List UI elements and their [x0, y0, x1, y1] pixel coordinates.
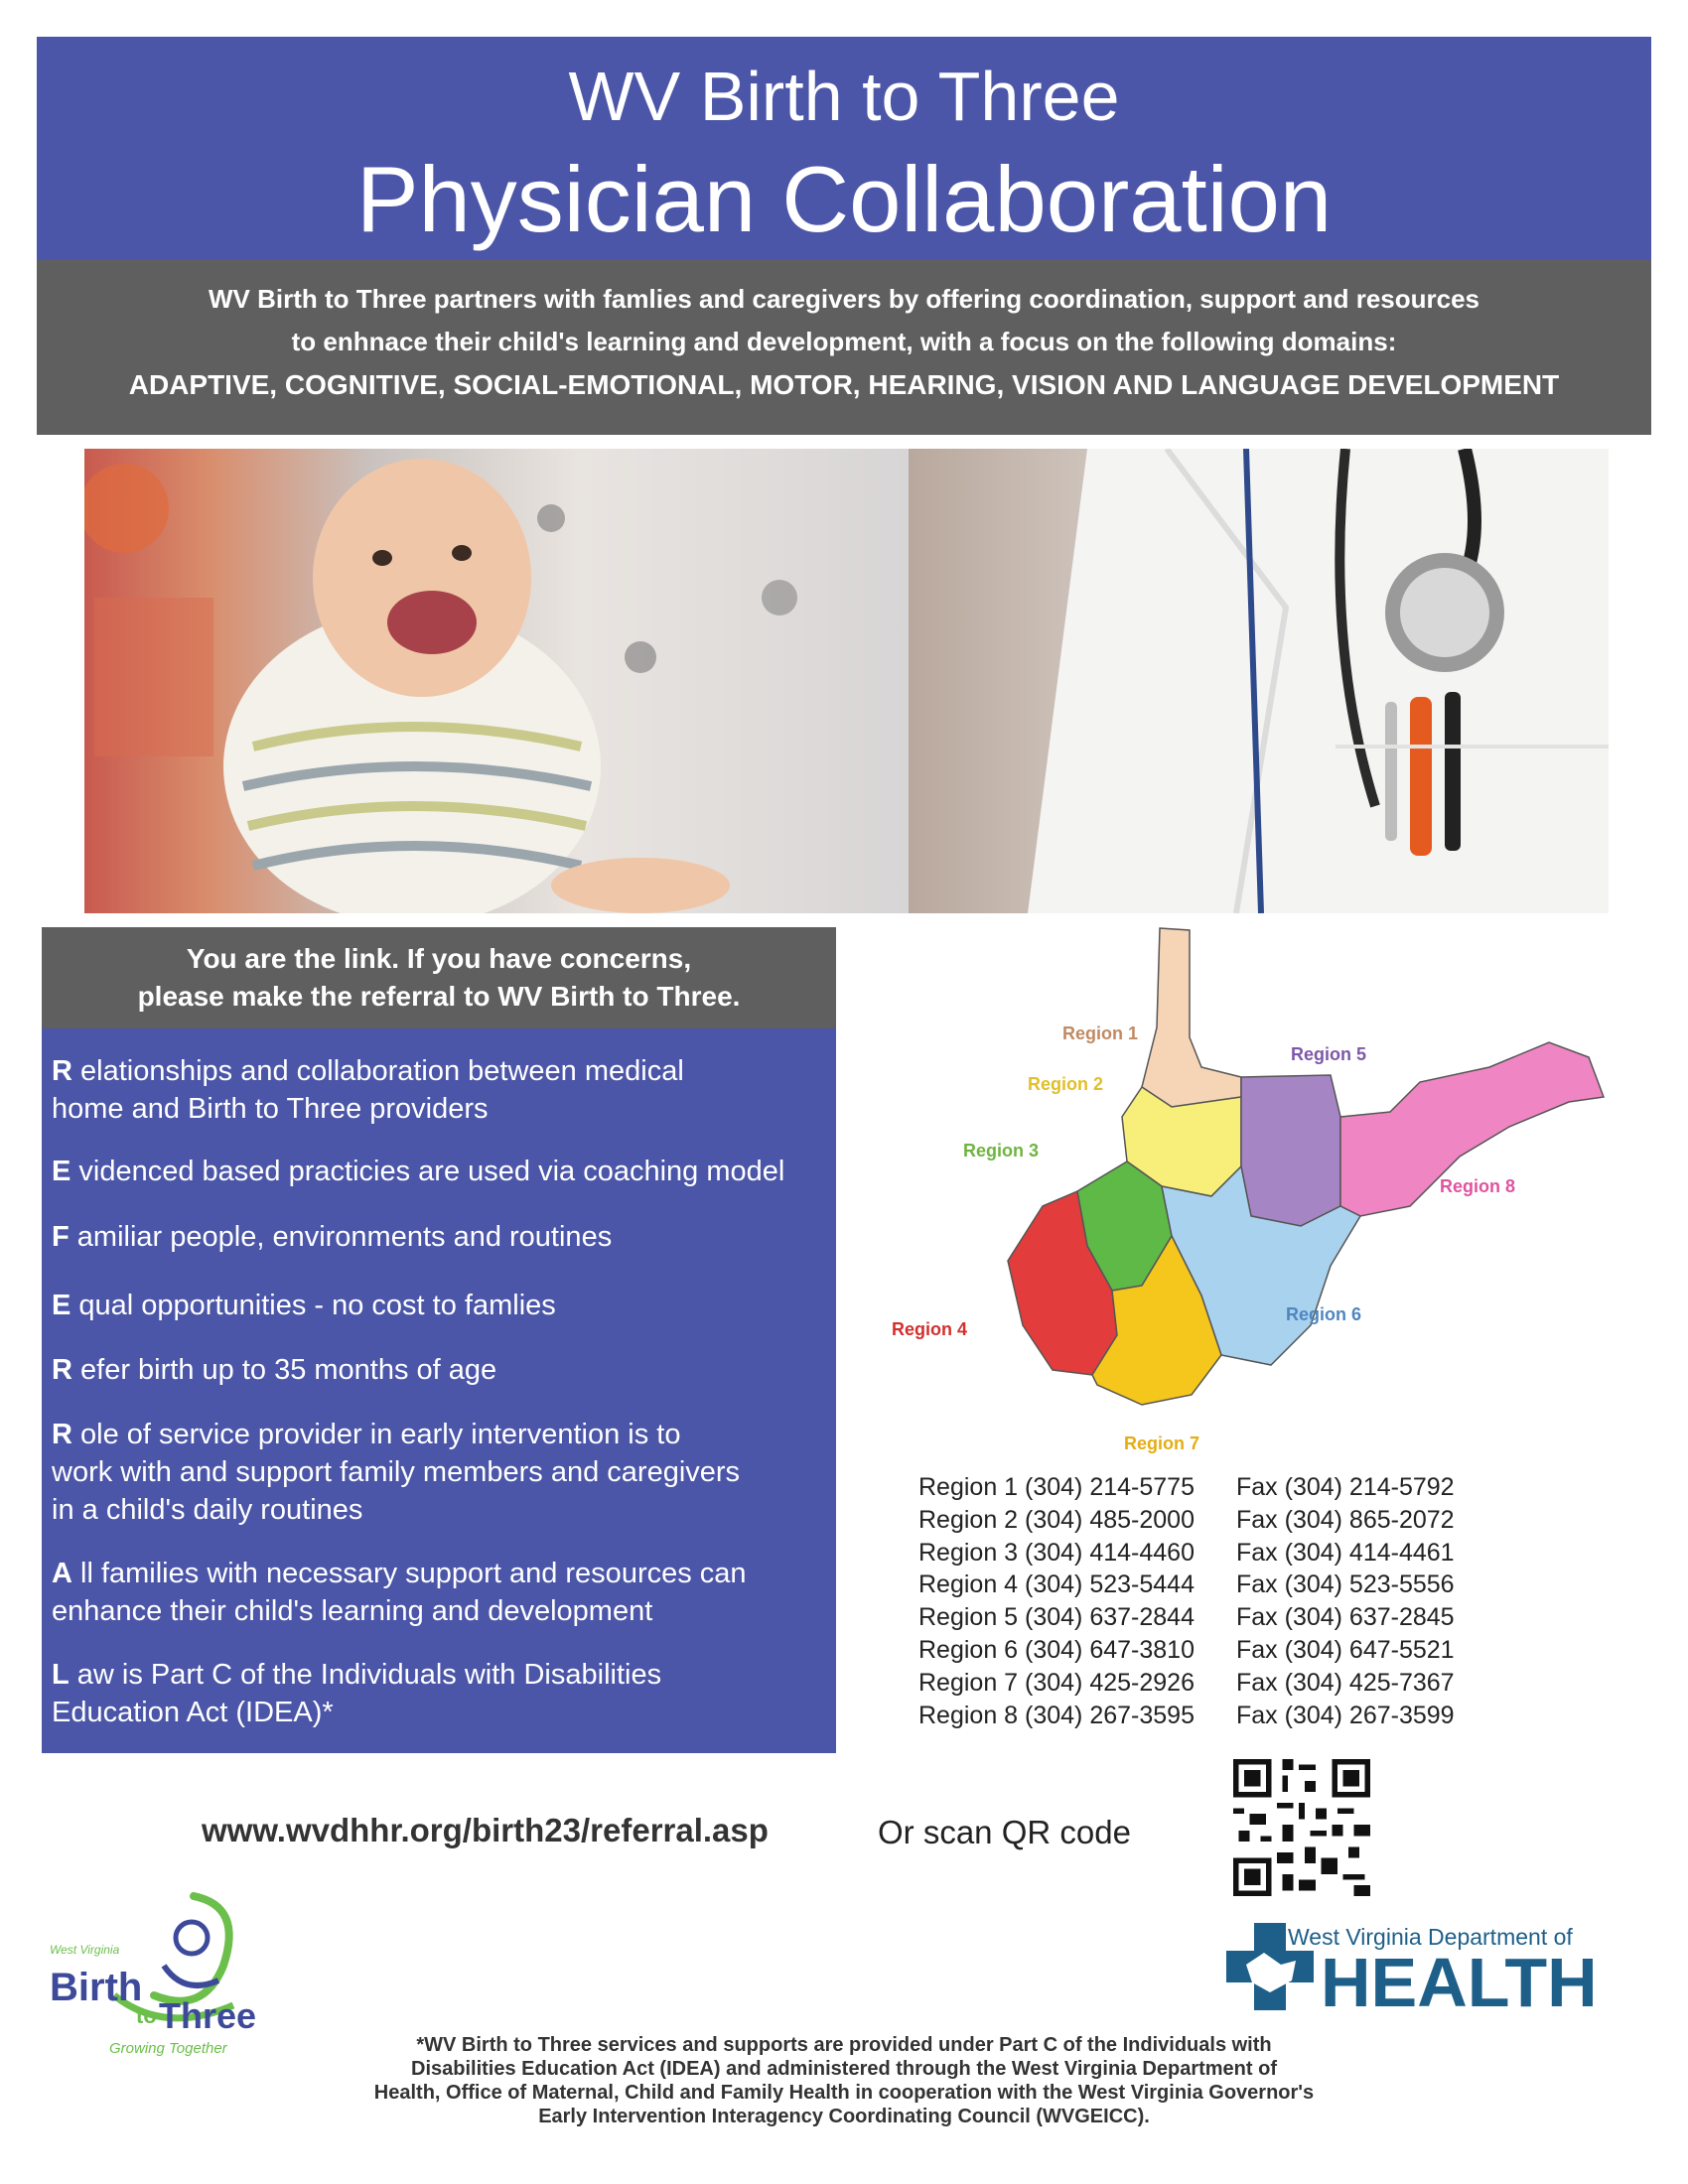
doctor-photo	[909, 449, 1609, 913]
acrostic-text: ole of service provider in early intervention is to	[80, 1419, 681, 1450]
acrostic-item	[52, 1052, 826, 1128]
map-label-region-5: Region 5	[1291, 1044, 1367, 1064]
footnote-line: *WV Birth to Three services and supports are provided under Part C of the Individuals with	[416, 2034, 1272, 2056]
acrostic-text: Education Act (IDEA)*	[52, 1697, 334, 1728]
region-fax: Fax (304) 647-5521	[1236, 1635, 1455, 1664]
map-region-5	[1241, 1075, 1340, 1226]
region-phone: Region 4 (304) 523-5444	[918, 1570, 1195, 1599]
region-fax: Fax (304) 523-5556	[1236, 1570, 1455, 1599]
b23-birth-text: Birth	[50, 1966, 143, 2009]
region-phone: Region 7 (304) 425-2926	[918, 1668, 1195, 1697]
contact-row	[918, 1634, 1494, 1667]
region-phone: Region 2 (304) 485-2000	[918, 1505, 1195, 1534]
contact-row	[918, 1601, 1494, 1634]
header-title-line1: WV Birth to Three	[568, 58, 1120, 135]
acrostic-text: efer birth up to 35 months of age	[80, 1354, 497, 1386]
acrostic-item	[52, 1153, 826, 1190]
qr-code-icon[interactable]	[1233, 1759, 1370, 1896]
acrostic-item	[52, 1218, 826, 1256]
region-phone: Region 3 (304) 414-4460	[918, 1538, 1195, 1567]
region-phone: Region 1 (304) 214-5775	[918, 1473, 1195, 1501]
acrostic-letter: E	[52, 1156, 71, 1187]
acrostic-letter: R	[52, 1354, 72, 1386]
acrostic-text: videnced based practicies are used via coaching model	[78, 1156, 785, 1187]
referral-url-link[interactable]: www.wvdhhr.org/birth23/referral.asp	[202, 1812, 769, 1848]
acrostic-text: in a child's daily routines	[52, 1494, 363, 1526]
page-header	[37, 37, 1651, 260]
link-heading-line1: You are the link. If you have concerns,	[186, 943, 692, 974]
region-phone: Region 5 (304) 637-2844	[918, 1603, 1195, 1632]
baby-photo-illustration	[84, 449, 909, 913]
intro-line2: to enhnace their child's learning and development, with a focus on the following domains:	[291, 327, 1397, 356]
b23-state-text: West Virginia	[50, 1943, 120, 1957]
map-label-region-7: Region 7	[1124, 1433, 1200, 1453]
acrostic-letter: R	[52, 1055, 72, 1087]
wv-regions-map	[874, 918, 1668, 1474]
wv-department-of-health-logo	[1226, 1923, 1614, 2022]
contact-row	[918, 1504, 1494, 1537]
map-label-region-1: Region 1	[1062, 1024, 1139, 1043]
health-word-text: HEALTH	[1321, 1944, 1598, 2021]
intro-line1: WV Birth to Three partners with famlies and caregivers by offering coordination, support and resources	[208, 284, 1480, 314]
footnote-line: Health, Office of Maternal, Child and Family Health in cooperation with the West Virginia Governor's	[373, 2082, 1315, 2104]
region-fax: Fax (304) 637-2845	[1236, 1603, 1455, 1632]
acrostic-text: qual opportunities - no cost to famlies	[78, 1290, 556, 1321]
map-label-region-4: Region 4	[892, 1319, 968, 1339]
b23-to-text: to	[136, 2003, 157, 2028]
header-title-line2: Physician Collaboration	[355, 147, 1333, 251]
acrostic-item	[52, 1656, 826, 1731]
acrostic-text: enhance their child's learning and development	[52, 1595, 653, 1627]
b23-three-text: Three	[159, 1995, 257, 2036]
contact-row	[918, 1471, 1494, 1504]
region-fax: Fax (304) 267-3599	[1236, 1701, 1455, 1729]
footnote-line: Disabilities Education Act (IDEA) and administered through the West Virginia Department of	[411, 2058, 1277, 2080]
contact-row	[918, 1667, 1494, 1700]
baby-photo	[84, 449, 909, 913]
acrostic-text: ll families with necessary support and resources can	[80, 1558, 747, 1589]
contact-row	[918, 1537, 1494, 1570]
qr-label: Or scan QR code	[878, 1814, 1131, 1850]
map-label-region-6: Region 6	[1286, 1304, 1362, 1324]
acrostic-letter: F	[52, 1221, 70, 1253]
acrostic-text: work with and support family members and caregivers	[52, 1456, 741, 1488]
contact-row	[918, 1569, 1494, 1601]
link-heading-line2: please make the referral to WV Birth to Three.	[137, 981, 741, 1012]
health-dept-text: West Virginia Department of	[1288, 1924, 1573, 1950]
acrostic-text: elationships and collaboration between medical	[80, 1055, 684, 1087]
doctor-photo-illustration	[909, 449, 1609, 913]
contact-row	[918, 1700, 1494, 1732]
map-label-region-8: Region 8	[1440, 1176, 1516, 1196]
region-fax: Fax (304) 425-7367	[1236, 1668, 1455, 1697]
map-region-1	[1142, 928, 1241, 1107]
region-contacts-table	[918, 1471, 1494, 1731]
acrostic-item	[52, 1287, 826, 1324]
acrostic-item	[52, 1416, 826, 1529]
map-label-region-2: Region 2	[1028, 1074, 1104, 1094]
acrostic-item	[52, 1555, 826, 1630]
acrostic-text: amiliar people, environments and routines	[76, 1221, 613, 1253]
acrostic-letter: L	[52, 1659, 70, 1691]
acrostic-letter: A	[52, 1558, 72, 1589]
acrostic-item	[52, 1351, 826, 1389]
health-logo-mark	[1226, 1923, 1614, 2022]
link-panel-heading	[42, 927, 836, 1028]
footnote	[228, 2033, 1460, 2128]
region-phone: Region 6 (304) 647-3810	[918, 1635, 1195, 1664]
acrostic-letter: E	[52, 1290, 71, 1321]
region-fax: Fax (304) 214-5792	[1236, 1473, 1455, 1501]
footnote-line: Early Intervention Interagency Coordinating Council (WVGEICC).	[538, 2106, 1150, 2127]
region-fax: Fax (304) 865-2072	[1236, 1505, 1455, 1534]
acrostic-text: aw is Part C of the Individuals with Disabilities	[76, 1659, 662, 1691]
region-phone: Region 8 (304) 267-3595	[918, 1701, 1195, 1729]
intro-domains: ADAPTIVE, COGNITIVE, SOCIAL-EMOTIONAL, MOTOR, HEARING, VISION AND LANGUAGE DEVELOPMENT	[128, 369, 1560, 400]
map-label-region-3: Region 3	[963, 1141, 1040, 1160]
b23-tagline-text: Growing Together	[109, 2040, 227, 2057]
acrostic-text: home and Birth to Three providers	[52, 1093, 489, 1125]
acrostic-letter: R	[52, 1419, 72, 1450]
region-fax: Fax (304) 414-4461	[1236, 1538, 1455, 1567]
intro-band	[37, 260, 1651, 435]
link-panel-list	[42, 1028, 836, 1753]
